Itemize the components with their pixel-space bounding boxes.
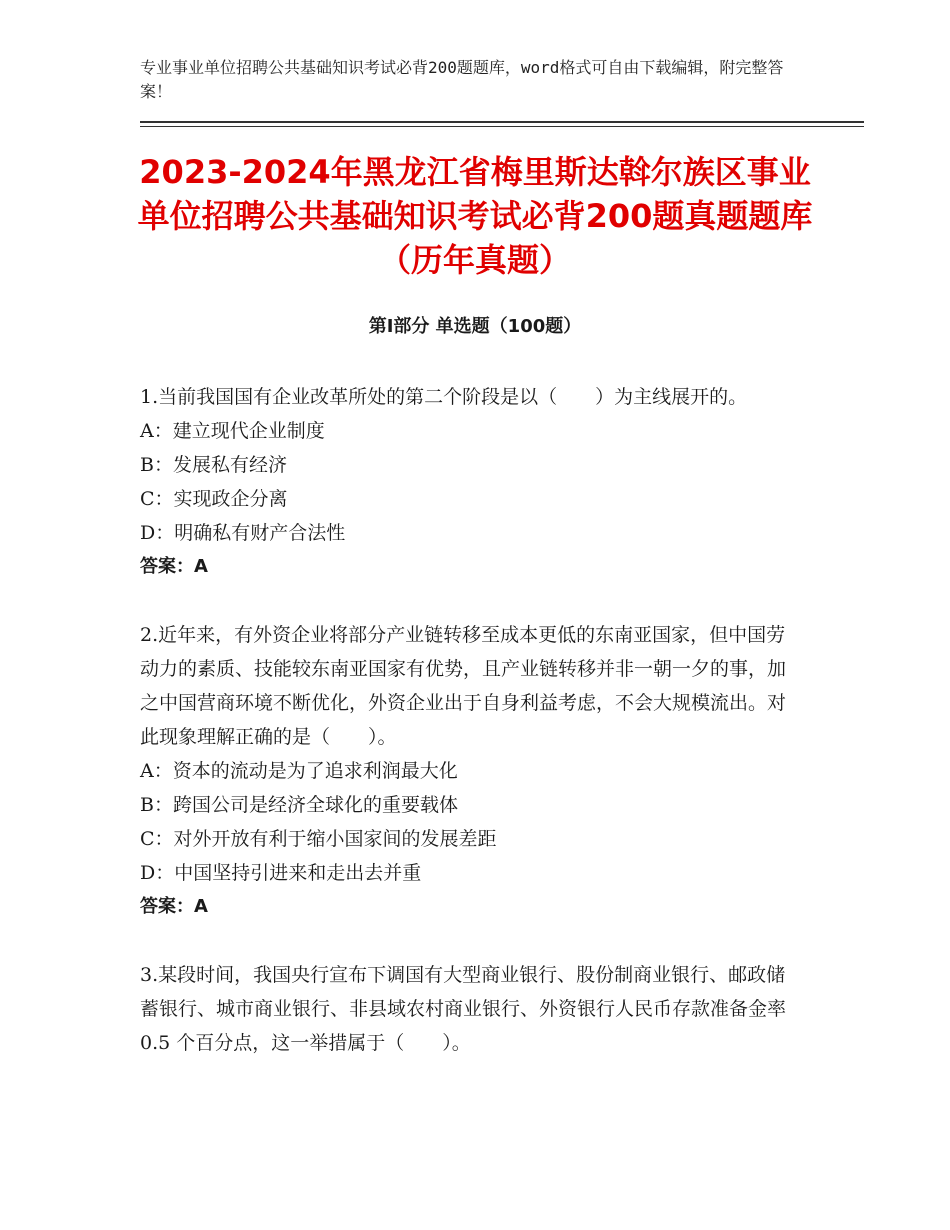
question-stem: 3.某段时间，我国央行宣布下调国有大型商业银行、股份制商业银行、邮政储蓄银行、城市商业银行、非县域农村商业银行、外资银行人民币存款准备金率 0.5 个百分点，这一举措属于（ ）。	[140, 964, 787, 1054]
option-b: B：发展私有经济	[140, 454, 287, 476]
option-b: B：跨国公司是经济全球化的重要载体	[140, 794, 458, 816]
option-a: A：建立现代企业制度	[140, 420, 325, 442]
document-title: 2023-2024年黑龙江省梅里斯达斡尔族区事业单位招聘公共基础知识考试必背200题真题题库（历年真题）	[137, 153, 813, 279]
answer-label: 答案：A	[140, 896, 208, 917]
header-rule-thick	[140, 121, 864, 123]
question-3	[140, 958, 800, 1060]
option-d: D：中国坚持引进来和走出去并重	[140, 862, 422, 884]
question-stem: 1.当前我国国有企业改革所处的第二个阶段是以（ ）为主线展开的。	[140, 386, 748, 408]
question-list	[140, 380, 800, 1094]
answer-label: 答案：A	[140, 556, 208, 577]
header-note: 专业事业单位招聘公共基础知识考试必背200题题库，word格式可自由下载编辑，附完整答案！	[140, 58, 784, 101]
header-rule-thin	[140, 126, 864, 127]
option-c: C：对外开放有利于缩小国家间的发展差距	[140, 828, 497, 850]
section-title: 第Ⅰ部分 单选题（100题）	[368, 316, 582, 337]
option-c: C：实现政企分离	[140, 488, 288, 510]
question-1	[140, 380, 800, 584]
question-2	[140, 618, 800, 924]
option-d: D：明确私有财产合法性	[140, 522, 346, 544]
option-a: A：资本的流动是为了追求利润最大化	[140, 760, 458, 782]
question-stem: 2.近年来，有外资企业将部分产业链转移至成本更低的东南亚国家，但中国劳动力的素质、技能较东南亚国家有优势，且产业链转移并非一朝一夕的事，加之中国营商环境不断优化，外资企业出于自身利益考虑，不会大规模流出。对此现象理解正确的是（ ）。	[140, 624, 787, 748]
